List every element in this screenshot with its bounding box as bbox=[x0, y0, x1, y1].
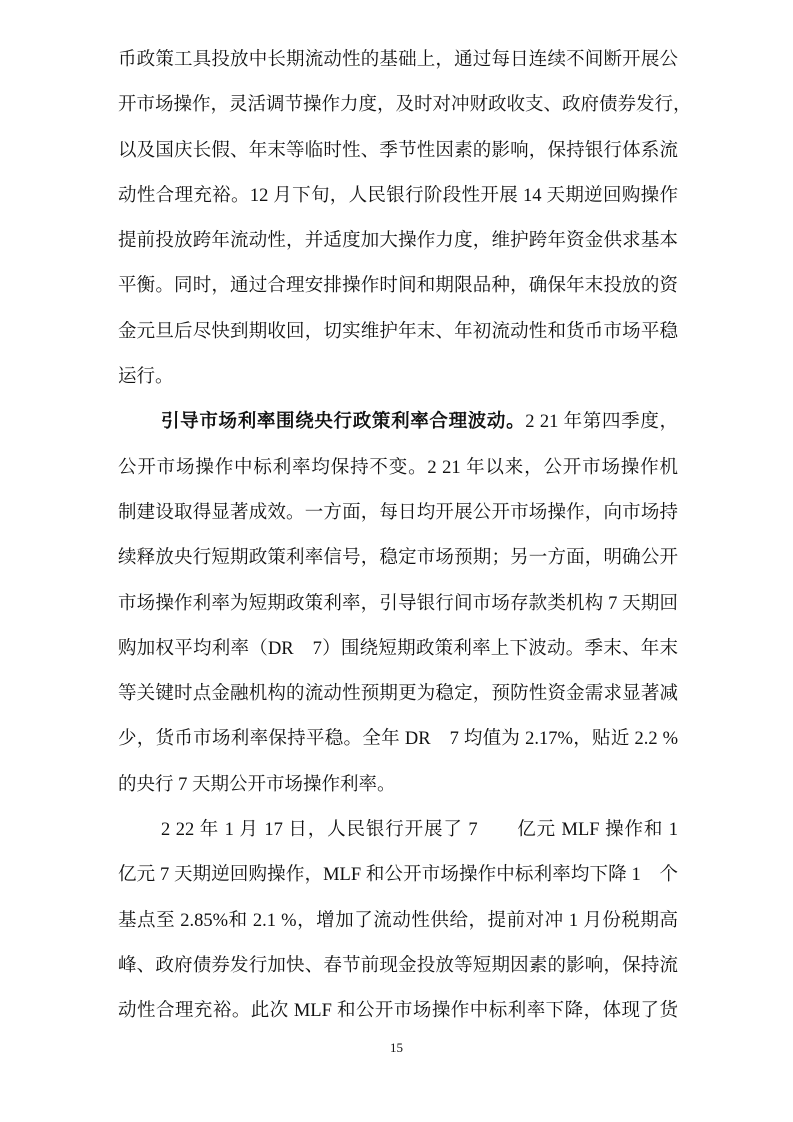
text-line: 动性合理充裕。12 月下旬，人民银行阶段性开展 14 天期逆回购操作 bbox=[118, 185, 678, 206]
text-line: 购加权平均利率（DR 7）围绕短期政策利率上下波动。季末、年末 bbox=[118, 638, 678, 659]
text-line: 基点至 2.85%和 2.1 %，增加了流动性供给，提前对冲 1 月份税期高 bbox=[118, 910, 678, 931]
text-line: 以及国庆长假、年末等临时性、季节性因素的影响，保持银行体系流 bbox=[118, 140, 678, 161]
text-line: 币政策工具投放中长期流动性的基础上，通过每日连续不间断开展公 bbox=[118, 50, 678, 70]
text-line: 续释放央行短期政策利率信号，稳定市场预期；另一方面，明确公开 bbox=[118, 548, 678, 569]
lead-sentence: 引导市场利率围绕央行政策利率合理波动。 bbox=[161, 412, 526, 433]
text-line: 的央行 7 天期公开市场操作利率。 bbox=[118, 774, 396, 795]
text-line: 少，货币市场利率保持平稳。全年 DR 7 均值为 2.17%，贴近 2.2 % bbox=[118, 729, 678, 750]
text-line: 金元旦后尽快到期收回，切实维护年末、年初流动性和货币市场平稳 bbox=[118, 321, 678, 342]
text-line bbox=[118, 406, 678, 451]
document-body bbox=[118, 44, 692, 1041]
text-line: 峰、政府债券发行加快、春节前现金投放等短期因素的影响，保持流 bbox=[118, 955, 678, 976]
text-line: 公开市场操作中标利率均保持不变。2 21 年以来，公开市场操作机 bbox=[118, 457, 678, 478]
text-line: 2 22 年 1 月 17 日，人民银行开展了 7 亿元 MLF 操作和 1 bbox=[161, 820, 678, 841]
text-line: 等关键时点金融机构的流动性预期更为稳定，预防性资金需求显著减 bbox=[118, 684, 678, 705]
paragraph-liquidity bbox=[118, 44, 692, 406]
text-line: 提前投放跨年流动性，并适度加大操作力度，维护跨年资金供求基本 bbox=[118, 231, 678, 252]
lead-rest: 2 21 年第四季度， bbox=[525, 412, 678, 433]
text-line: 市场操作利率为短期政策利率，引导银行间市场存款类机构 7 天期回 bbox=[118, 593, 678, 614]
text-line: 平衡。同时，通过合理安排操作时间和期限品种，确保年末投放的资 bbox=[118, 276, 678, 297]
paragraph-mlf bbox=[118, 814, 678, 1040]
text-line: 制建设取得显著成效。一方面，每日均开展公开市场操作，向市场持 bbox=[118, 502, 678, 523]
text-line: 亿元 7 天期逆回购操作，MLF 和公开市场操作中标利率均下降 1 个 bbox=[118, 865, 678, 886]
paragraph-interest-rate bbox=[118, 406, 678, 814]
text-line: 开市场操作，灵活调节操作力度，及时对冲财政收支、政府债券发行， bbox=[118, 95, 692, 116]
text-line: 动性合理充裕。此次 MLF 和公开市场操作中标利率下降，体现了货 bbox=[118, 1001, 678, 1022]
page-number: 15 bbox=[390, 1040, 403, 1055]
text-line: 运行。 bbox=[118, 367, 174, 388]
